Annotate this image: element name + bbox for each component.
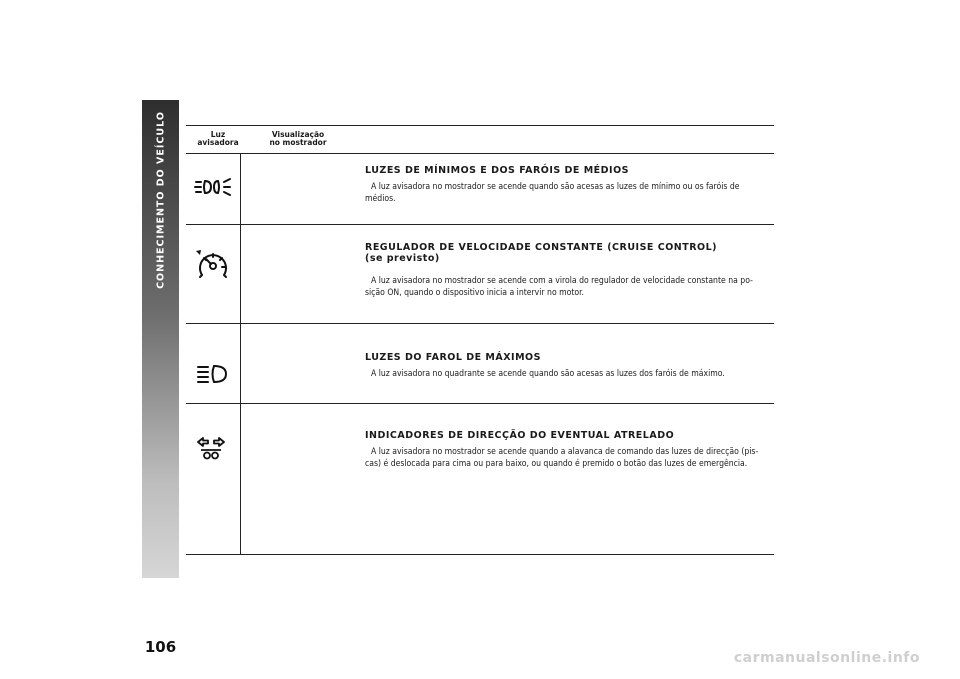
section-body: A luz avisadora no mostrador se acende com a virola do regulador de velocidade constante na po- sição ON, quando o dispositivo inicia a intervir no motor. — [365, 276, 753, 298]
page-number: 106 — [144, 638, 177, 656]
chapter-title: CONHECIMENTO DO VEÍCULO — [155, 111, 166, 289]
cruise-control-icon — [194, 249, 230, 281]
column-header-display: Visualização no mostrador — [269, 130, 327, 147]
column-divider — [240, 153, 241, 554]
table-top-rule — [186, 125, 774, 126]
chapter-sidebar — [142, 100, 179, 656]
section-title: INDICADORES DE DIRECÇÃO DO EVENTUAL ATRELADO — [365, 430, 675, 441]
row-rule — [186, 224, 774, 225]
table-bottom-rule — [186, 554, 774, 555]
row-rule — [186, 403, 774, 404]
section-title: REGULADOR DE VELOCIDADE CONSTANTE (CRUISE CONTROL) (se previsto) — [365, 242, 717, 264]
header-rule — [186, 153, 774, 154]
trailer-indicators-icon — [196, 437, 226, 461]
row-rule — [186, 323, 774, 324]
section-body: A luz avisadora no mostrador se acende quando são acesas as luzes de mínimo ou os faróis de médios. — [365, 182, 740, 204]
section-title: LUZES DO FAROL DE MÁXIMOS — [365, 352, 541, 363]
section-body: A luz avisadora no quadrante se acende quando são acesas as luzes dos faróis de máximo. — [371, 369, 725, 379]
section-body: A luz avisadora no mostrador se acende quando a alavanca de comando das luzes de direcção (pis- cas) é deslocada para cima ou para baixo, ou quando é premido o botão das luzes de emergência. — [365, 447, 759, 469]
column-header-warning-light: Luz avisadora — [197, 130, 239, 147]
high-beam-icon — [196, 363, 230, 385]
side-lights-icon — [194, 176, 232, 198]
section-title: LUZES DE MÍNIMOS E DOS FARÓIS DE MÉDIOS — [365, 165, 629, 176]
watermark: carmanualsonline.info — [733, 650, 920, 666]
